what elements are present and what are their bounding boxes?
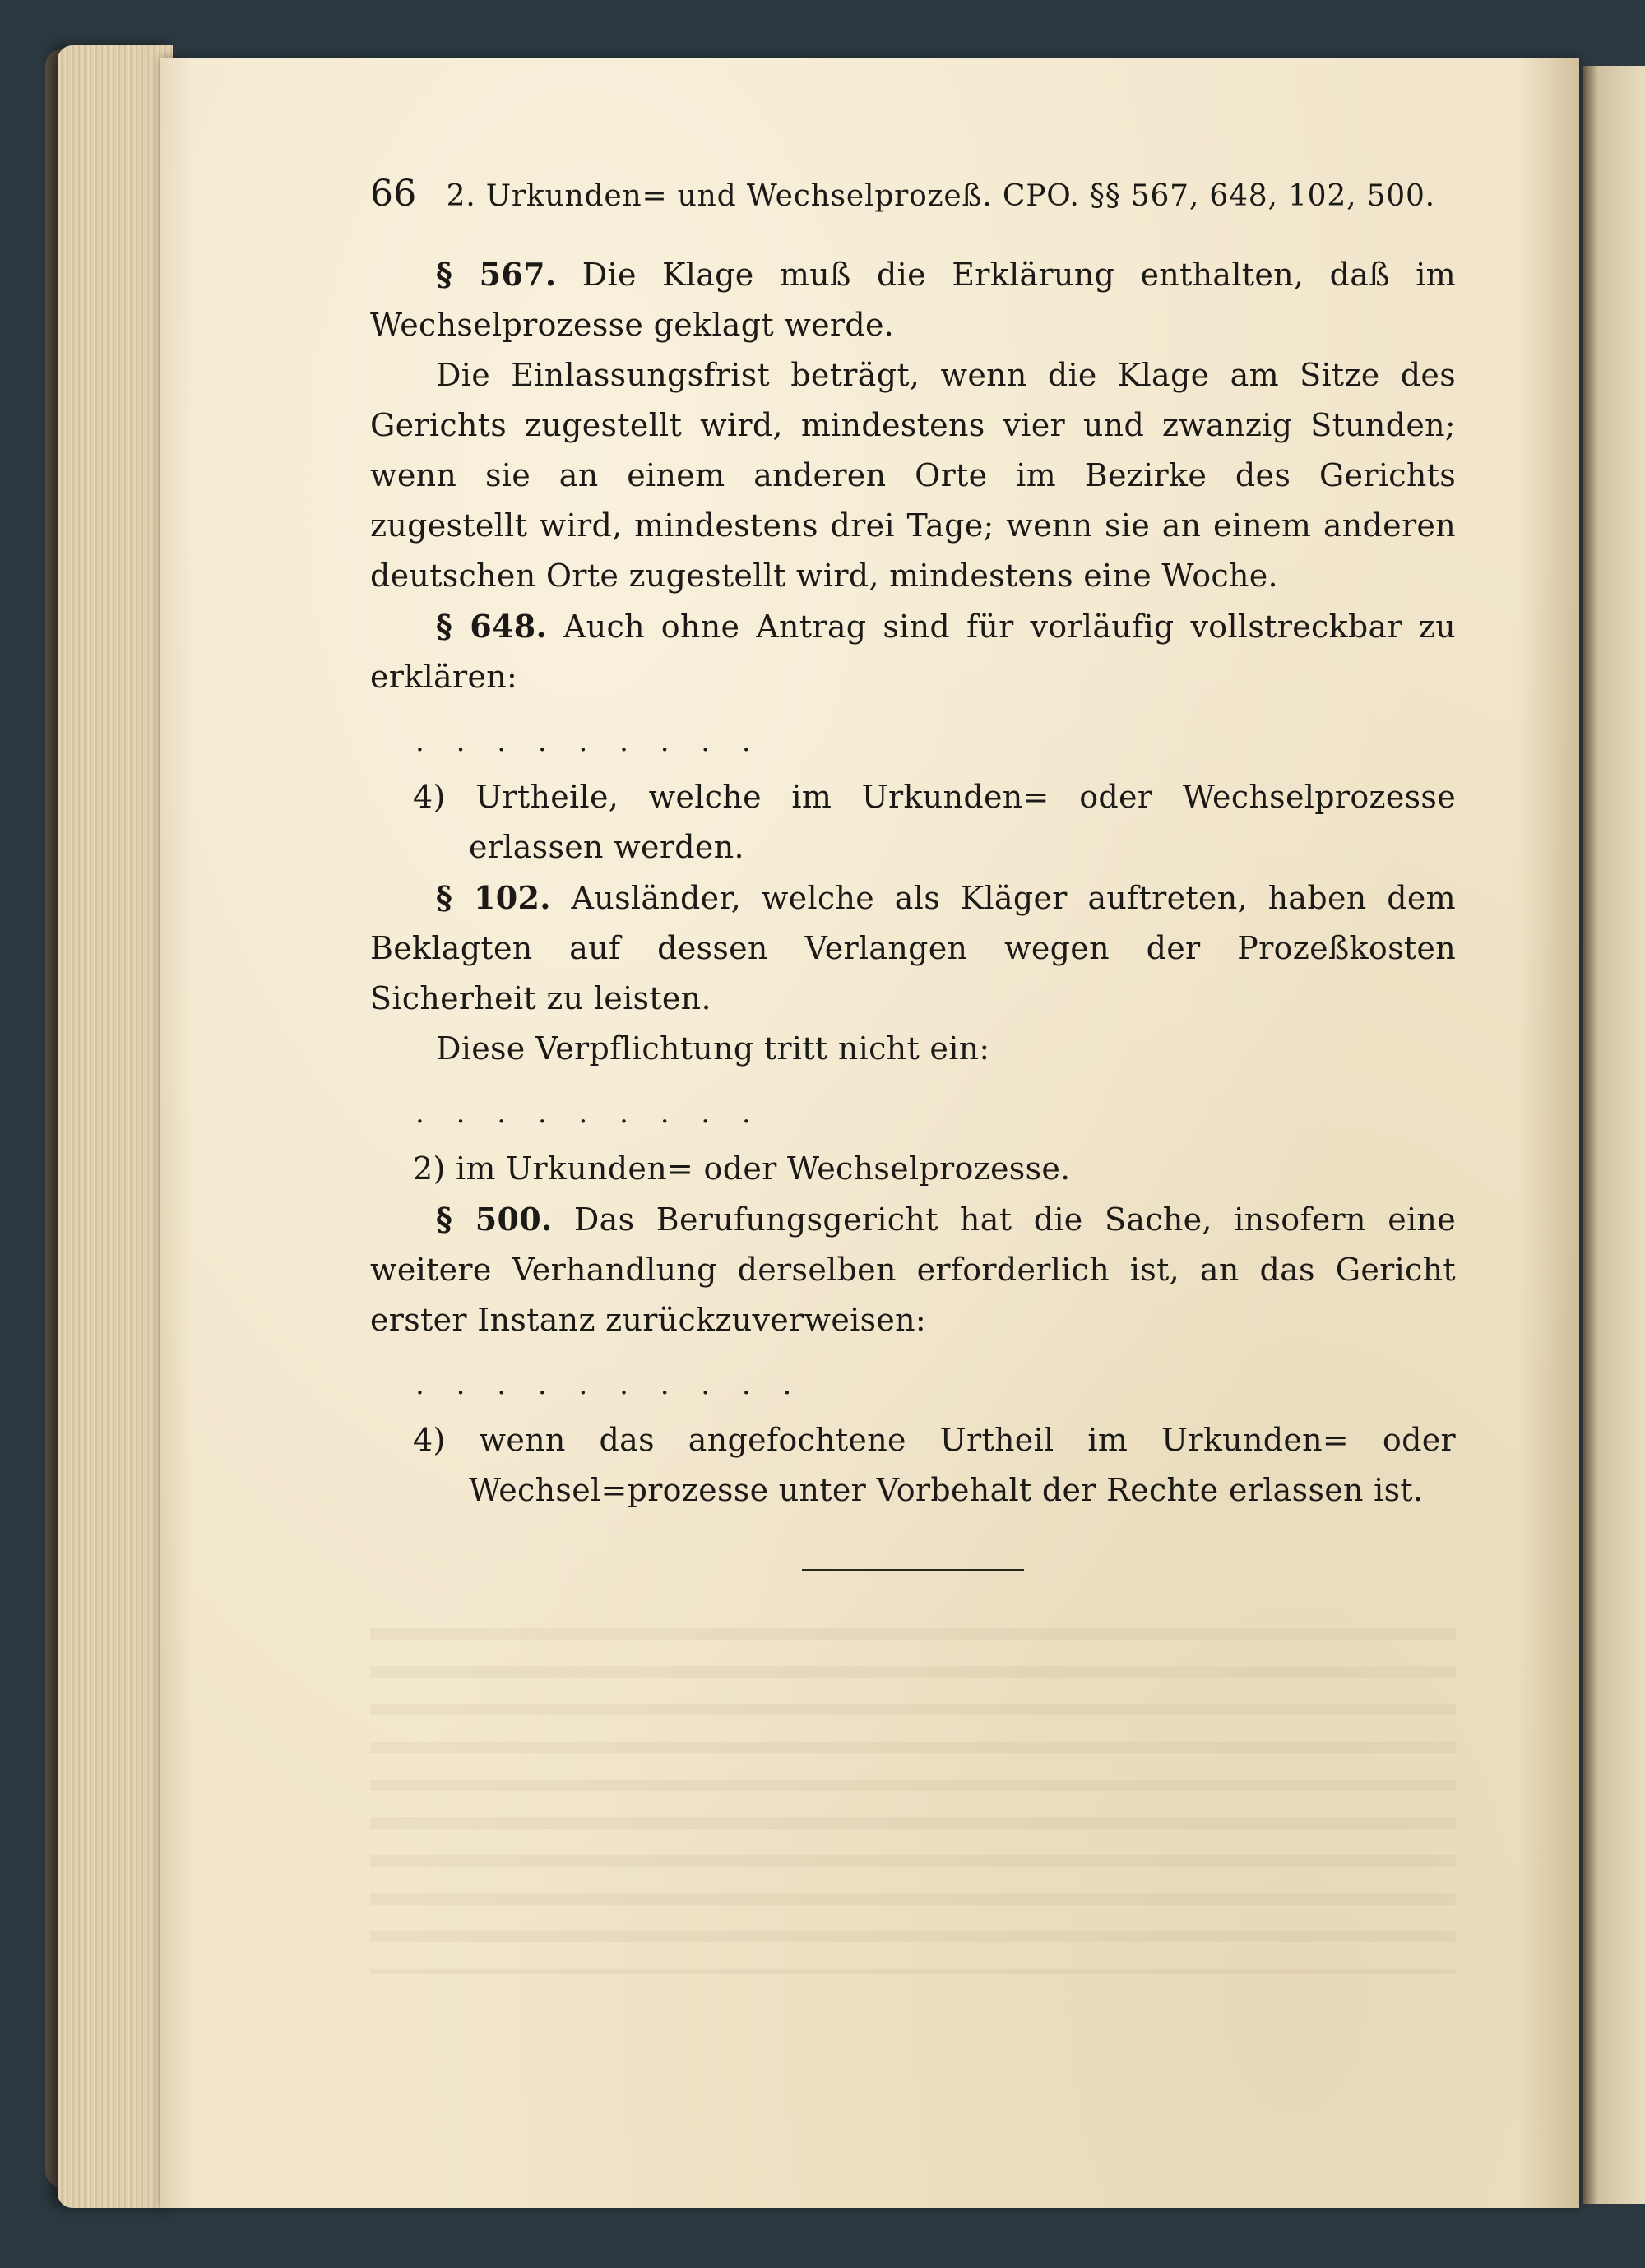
running-title: 2. Urkunden= und Wechselprozeß. CPO. §§ 567, 648, 102, 500. [446,179,1435,213]
show-through-texture [370,1628,1456,1974]
section-number: § 102. [436,879,551,916]
section-102-item: 2) im Urkunden= oder Wechselprozesse. [413,1150,1071,1187]
section-500-item: 4) wenn das angefochtene Urtheil im Urkunden= oder Wechsel=prozesse unter Vorbehalt der Rechte erlassen ist. [413,1422,1456,1508]
section-text: Die Klage muß die Erklärung enthalten, daß im Wechselprozesse geklagt werde. [370,257,1456,343]
section-500-para [370,1194,1456,1345]
section-text: Das Berufungsgericht hat die Sache, insofern eine weitere Verhandlung derselben erforderlich ist, an das Gericht erster Instanz zurückzuverweisen: [370,1201,1456,1338]
closing-rule [802,1569,1024,1571]
section-567-para-2: Die Einlassungsfrist beträgt, wenn die Klage am Sitze des Gerichts zugestellt wird, mindestens vier und zwanzig Stunden; wenn sie an einem anderen Orte im Bezirke des Gerichts zugestellt wird, mindestens drei Tage; wenn sie an einem anderen deutschen Orte zugestellt wird, mindestens eine Woche. [370,357,1456,594]
section-text: Ausländer, welche als Kläger auftreten, haben dem Beklagten auf dessen Verlangen wegen der Prozeßkosten Sicherheit zu leisten. [370,880,1456,1016]
section-648-item: 4) Urtheile, welche im Urkunden= oder Wechselprozesse erlassen werden. [413,779,1456,865]
section-102-para-1 [370,872,1456,1024]
section-567-para-1 [370,249,1456,350]
section-number: § 567. [436,256,557,293]
omission-dots: . . . . . . . . . . [415,1368,804,1401]
section-number: § 500. [436,1201,553,1238]
page-number: 66 [370,173,417,215]
page-header [370,169,1456,221]
page-text [370,169,1456,1516]
omission-dots: . . . . . . . . . [415,1097,762,1130]
page-edges [58,45,173,2208]
section-648-para [370,601,1456,702]
section-text: Auch ohne Antrag sind für vorläufig vollstreckbar zu erklären: [370,609,1456,695]
facing-page-edge [1583,66,1645,2204]
section-102-para-2: Diese Verpflichtung tritt nicht ein: [436,1030,990,1067]
section-number: § 648. [436,608,548,645]
omission-dots: . . . . . . . . . [415,725,762,758]
